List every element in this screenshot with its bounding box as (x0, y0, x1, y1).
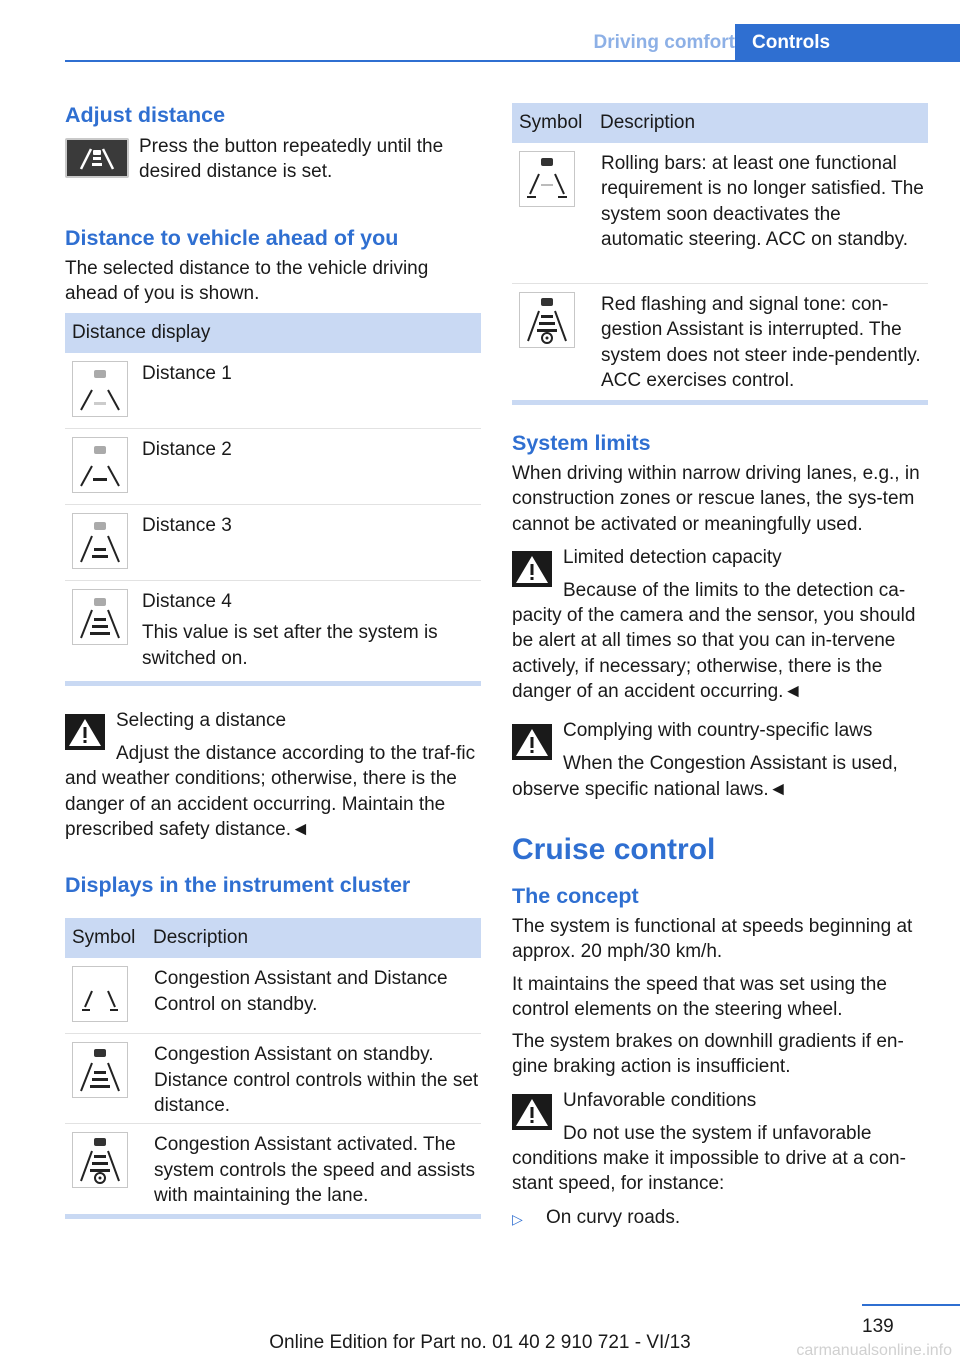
distance-button-icon (65, 138, 129, 178)
warning-icon (65, 714, 105, 750)
distance-4-text (142, 589, 481, 673)
rolling-bars-icon (519, 151, 575, 207)
symbol-table-header (512, 103, 928, 143)
warning-title: Limited detection capacity (563, 546, 782, 568)
unfavorable-warning (512, 1089, 928, 1197)
bullet-text: On curvy roads. (546, 1206, 681, 1228)
warning-icon (512, 1094, 552, 1130)
warning-text: Adjust the distance according to the traf-fic and weather conditions; otherwise, there is the danger of an accident occurring. Maintain the prescribed safety distance.◄ (65, 743, 476, 841)
display-desc: Congestion Assistant activated. The system controls the speed and assists with maintaining the lane. (154, 1134, 476, 1206)
distance-2-icon (72, 437, 128, 493)
warning-title: Unfavorable conditions (563, 1089, 757, 1111)
watermark: carmanualsonline.info (796, 1342, 952, 1359)
col-description: Description (600, 112, 696, 133)
header-tab: Controls (735, 24, 960, 62)
adjust-distance-title: Adjust distance (65, 103, 226, 127)
warning-text: When the Congestion Assistant is used, observe specific national laws.◄ (512, 753, 898, 800)
warning-text: Do not use the system if unfavorable conditions make it impossible to drive at a con-stant speed, for instance: (512, 1122, 906, 1195)
interrupted-icon (519, 292, 575, 348)
page-number: 139 (862, 1316, 894, 1337)
warning-title: Complying with country-specific laws (563, 720, 873, 742)
table-row (65, 581, 481, 681)
vehicle-ahead-text: The selected distance to the vehicle driving ahead of you is shown. (65, 257, 429, 304)
col-symbol: Symbol (519, 112, 583, 133)
distance-table-header: Distance display (65, 313, 481, 353)
detection-warning (512, 546, 928, 704)
cruise-control-title: Cruise control (512, 832, 716, 866)
displays-title: Displays in the instrument cluster (65, 873, 411, 898)
table-row (65, 505, 481, 581)
symbol-desc: Red flashing and signal tone: con-gestion Assistant is interrupted. The system does not steer inde-pendently. ACC exercises control. (601, 294, 921, 391)
edition-text: Online Edition for Part no. 01 40 2 910 721 - VI/13 (269, 1332, 691, 1353)
table-row (65, 1034, 481, 1124)
display-desc: Congestion Assistant on standby. Distance control controls within the set distance. (154, 1044, 479, 1116)
list-item (512, 1205, 928, 1232)
distance-label: Distance 1 (142, 363, 232, 385)
displays-table (65, 918, 481, 1219)
system-limits-title: System limits (512, 431, 651, 455)
symbol-desc: Rolling bars: at least one functional requirement is no longer satisfied. The system soon deactivates the automatic steering. ACC on standby. (601, 153, 924, 250)
table-row (512, 284, 928, 400)
warning-icon (512, 724, 552, 760)
selecting-distance-warning (65, 712, 481, 842)
concept-p2: It maintains the speed that was set using the control elements on the steering wheel. (512, 973, 887, 1020)
header-section: Driving comfort (593, 32, 735, 53)
table-row (65, 958, 481, 1034)
warning-text: Because of the limits to the detection ca-pacity of the camera and the sensor, you should be alert at all times so that you can in-tervene actively, if necessary; otherwise, there is the danger of an accident occurring.◄ (512, 579, 916, 703)
distance-3-icon (72, 513, 128, 569)
warning-title: Selecting a distance (116, 710, 287, 732)
assistant-standby-icon (72, 1042, 128, 1098)
adjust-distance-text: Press the button repeatedly until the desired distance is set. (139, 136, 444, 183)
table-row (512, 143, 928, 284)
vehicle-ahead-title: Distance to vehicle ahead of you (65, 225, 399, 250)
concept-p3: The system brakes on downhill gradients if en-gine braking action is insufficient. (512, 1031, 904, 1078)
displays-table-header (65, 918, 481, 958)
display-desc: Congestion Assistant and Distance Control on standby. (154, 968, 448, 1015)
distance-label: Distance 2 (142, 439, 232, 461)
symbol-table (512, 103, 928, 405)
concept-p1: The system is functional at speeds beginning at approx. 20 mph/30 km/h. (512, 915, 913, 963)
distance-note: This value is set after the system is switched on. (142, 622, 438, 669)
table-row (65, 429, 481, 505)
distance-1-icon (72, 361, 128, 417)
adjust-distance-row (65, 138, 481, 185)
distance-label: Distance 3 (142, 515, 232, 537)
distance-4-icon (72, 589, 128, 645)
right-column (512, 103, 928, 1232)
page-header (65, 24, 960, 62)
bullet-triangle-icon: ▷ (512, 1210, 523, 1227)
distance-label: Distance 4 (142, 591, 232, 613)
concept-title: The concept (512, 883, 639, 908)
distance-display-table (65, 313, 481, 686)
table-row (65, 353, 481, 429)
laws-warning (512, 722, 928, 802)
left-column (65, 100, 481, 1219)
footer-rule (862, 1304, 960, 1306)
standby-icon (72, 966, 128, 1022)
assistant-active-icon (72, 1132, 128, 1188)
col-description: Description (153, 927, 249, 949)
table-row (65, 1124, 481, 1214)
system-limits-text: When driving within narrow driving lanes, e.g., in construction zones or rescue lanes, the sys-tem cannot be activated or meaningfully used. (512, 463, 920, 535)
warning-icon (512, 551, 552, 587)
col-symbol: Symbol (72, 927, 136, 949)
